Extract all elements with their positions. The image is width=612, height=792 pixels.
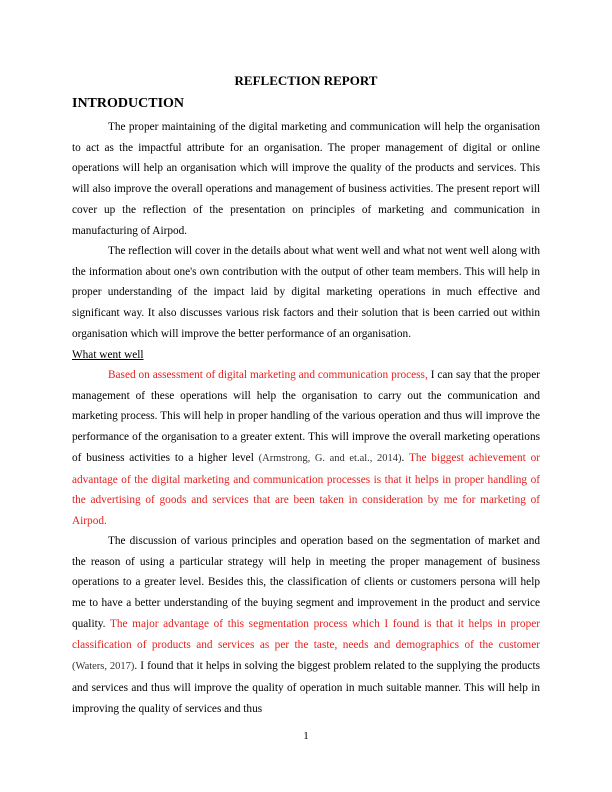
introduction-heading: INTRODUCTION bbox=[72, 96, 185, 111]
highlighted-text: Based on assessment of digital marketing and communication process, bbox=[108, 369, 428, 381]
body-text: I can say that the proper management of these operations will help the organisation to carry out the communication and marketing process. This will help in proper handling of the various operation and thus will improve the performance of the organisation to a greater extent. This will improve the overall marketing operations of business activities to a higher level bbox=[72, 369, 540, 464]
body-text: . bbox=[401, 451, 409, 464]
intro-paragraph-2-text: The reflection will cover in the details about what went well and what not went well along with the information about one's own contribution with the output of other team members. This will help in proper understanding of the impact laid by digital marketing operations in much effective and significant way. It also discusses various risk factors and their solution that is been carried out within organisation which will improve the better performance of an organisation. bbox=[72, 245, 540, 340]
intro-paragraph-1 bbox=[72, 117, 540, 241]
went-well-paragraph-1-text bbox=[72, 365, 540, 532]
citation: (Armstrong, G. and et.al., 2014) bbox=[258, 452, 402, 464]
citation: (Waters, 2017) bbox=[72, 661, 135, 673]
went-well-paragraph-1 bbox=[72, 365, 540, 532]
highlighted-text: The major advantage of this segmentation process which I found is that it helps in proper classification of products and services as per the taste, needs and demographics of the customer bbox=[72, 617, 540, 651]
intro-paragraph-1-text: The proper maintaining of the digital marketing and communication will help the organisation to act as the impactful attribute for an organisation. The proper management of digital or online operations will help an organisation which will improve the quality of the products and services. This will also improve the overall operations and management of business activities. The present report will cover up the reflection of the presentation on principles of marketing and communication in manufacturing of Airpod. bbox=[72, 121, 540, 237]
highlighted-text: The biggest achievement or advantage of the digital marketing and communication processes is that it helps in proper handling of the advertising of goods and services that are been taken in consideration by me for marketing of Airpod. bbox=[72, 451, 540, 527]
body-text: . I found that it helps in solving the biggest problem related to the supplying the products and services and thus will improve the quality of operation in much suitable manner. This will help in improving the quality of services and thus bbox=[72, 660, 540, 715]
what-went-well-heading: What went well bbox=[72, 349, 144, 361]
report-title: REFLECTION REPORT bbox=[234, 73, 378, 88]
page-number: 1 bbox=[303, 730, 309, 742]
intro-paragraph-2 bbox=[72, 241, 540, 345]
body-text: The discussion of various principles and operation based on the segmentation of market and the reason of using a particular strategy will help in meeting the proper management of business operations to a greater level. Besides this, the classification of clients or customers persona will help me to have a better understanding of the buying segment and improvement in the product and service quality. bbox=[72, 535, 540, 630]
went-well-paragraph-2 bbox=[72, 531, 540, 719]
went-well-paragraph-2-text bbox=[72, 531, 540, 719]
